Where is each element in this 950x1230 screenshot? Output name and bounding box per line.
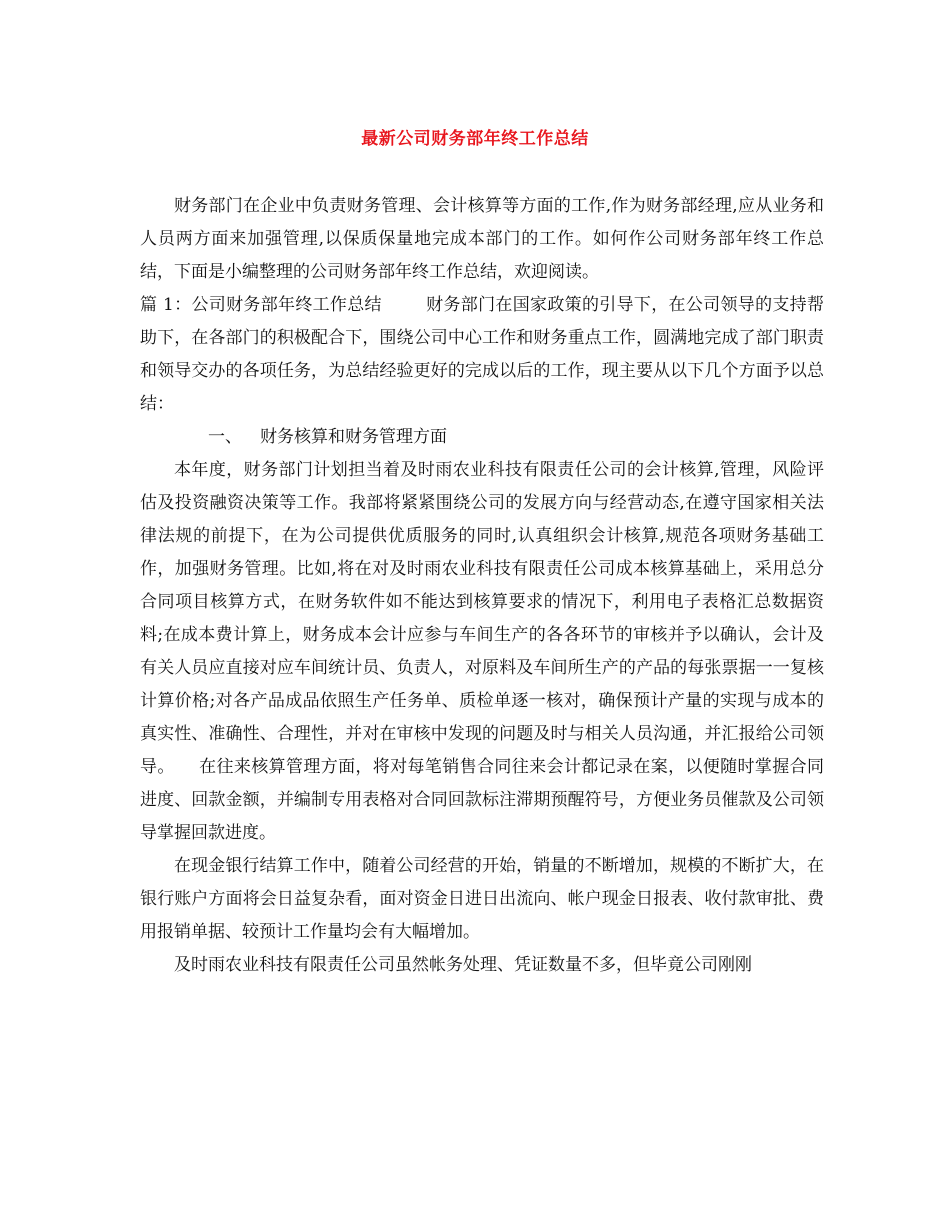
section-number: 一、: [208, 427, 242, 447]
accounting-paragraph: [140, 454, 824, 850]
last-paragraph: 及时雨农业科技有限责任公司虽然帐务处理、凭证数量不多，但毕竟公司刚刚: [174, 955, 752, 975]
section-heading: [140, 421, 824, 454]
document-title: 最新公司财务部年终工作总结: [361, 129, 589, 149]
accounting-tail-text: 在往来核算管理方面，将对每笔销售合同往来会计都记录在案，以便随时掌握合同进度、回款金额，并编制专用表格对合同回款标注滞期预醒符号，方便业务员催款及公司领导掌握回款进度。: [140, 757, 825, 843]
document-body: [140, 190, 824, 982]
section-title: 财务核算和财务管理方面: [260, 427, 447, 447]
cash-paragraph: 在现金银行结算工作中，随着公司经营的开始，销量的不断增加，规模的不断扩大，在银行账户方面将会日益复杂看，面对资金日进日出流向、帐户现金日报表、收付款审批、费用报销单据、较预计工作量均会有大幅增加。: [140, 856, 824, 942]
part1-text: 财务部门在国家政策的引导下，在公司领导的支持帮助下，在各部门的积极配合下，围绕公司中心工作和财务重点工作，圆满地完成了部门职责和领导交办的各项任务，为总结经验更好的完成以后的工作，现主要从以下几个方面予以总结：: [140, 295, 824, 414]
accounting-text: 本年度，财务部门计划担当着及时雨农业科技有限责任公司的会计核算,管理，风险评估及投资融资决策等工作。我部将紧紧围绕公司的发展方向与经营动态,在遵守国家相关法律法规的前提下，在为公司提供优质服务的同时,认真组织会计核算,规范各项财务基础工作，加强财务管理。比如,将在对及时雨农业科技有限责任公司成本核算基础上，采用总分合同项目核算方式，在财务软件如不能达到核算要求的情况下，利用电子表格汇总数据资料;在成本费计算上，财务成本会计应参与车间生产的各各环节的审核并予以确认，会计及有关人员应直接对应车间统计员、负责人，对原料及车间所生产的产品的每张票据一一复核计算价格;对各产品成品依照生产任务单、质检单逐一核对，确保预计产量的实现与成本的真实性、准确性、合理性，并对在审核中发现的问题及时与相关人员沟通，并汇报给公司领导。: [140, 460, 824, 777]
intro-paragraph: 财务部门在企业中负责财务管理、会计核算等方面的工作,作为财务部经理,应从业务和人员两方面来加强管理,以保质保量地完成本部门的工作。如何作公司财务部年终工作总结，下面是小编整理的公司财务部年终工作总结，欢迎阅读。: [140, 196, 824, 282]
part1-label: 篇 1：公司财务部年终工作总结: [140, 295, 382, 315]
part1-paragraph: [140, 289, 824, 421]
